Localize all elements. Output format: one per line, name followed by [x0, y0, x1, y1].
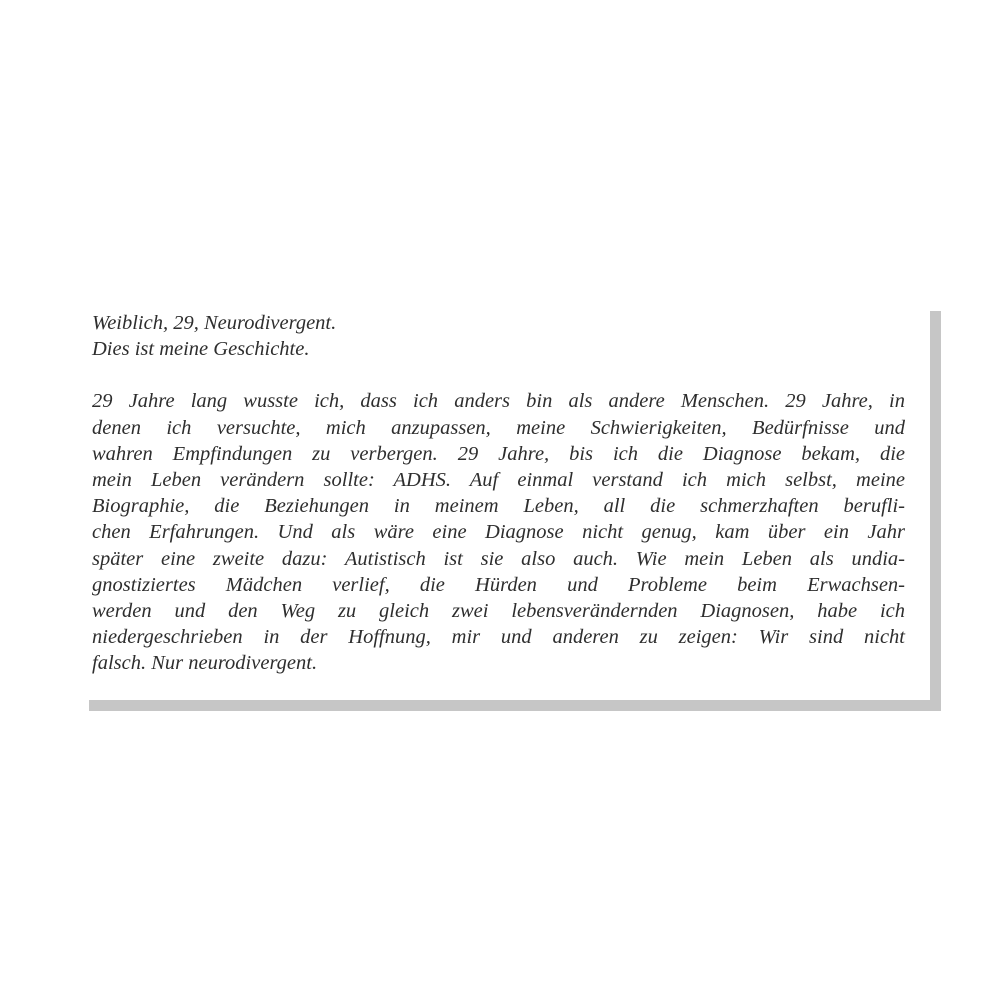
story-line: gnostiziertes Mädchen verlief, die Hürden und Probleme beim Erwachsen- [92, 573, 905, 596]
story-line: Biographie, die Beziehungen in meinem Leben, all die schmerzhaften berufli- [92, 495, 905, 518]
story-line: chen Erfahrungen. Und als wäre eine Diagnose nicht genug, kam über ein Jahr [92, 521, 905, 544]
story-line: wahren Empfindungen zu verbergen. 29 Jahre, bis ich die Diagnose bekam, die [92, 442, 905, 465]
story-line: mein Leben verändern sollte: ADHS. Auf einmal verstand ich mich selbst, meine [92, 469, 905, 492]
story-line: später eine zweite dazu: Autistisch ist sie also auch. Wie mein Leben als undia- [92, 547, 905, 570]
text-block [92, 310, 905, 677]
story-line: denen ich versuchte, mich anzupassen, meine Schwierigkeiten, Bedürfnisse und [92, 416, 905, 439]
paragraph-gap [92, 362, 905, 388]
intro-line-2: Dies ist meine Geschichte. [92, 338, 310, 361]
story-line: niedergeschrieben in der Hoffnung, mir und anderen zu zeigen: Wir sind nicht [92, 626, 905, 649]
text-card [78, 300, 930, 700]
story-line: 29 Jahre lang wusste ich, dass ich anders bin als andere Menschen. 29 Jahre, in [92, 390, 905, 413]
story-line: werden und den Weg zu gleich zwei lebensverändernden Diagnosen, habe ich [92, 600, 905, 623]
story-line-last: falsch. Nur neurodivergent. [92, 652, 318, 675]
intro-line-1: Weiblich, 29, Neurodivergent. [92, 312, 337, 334]
